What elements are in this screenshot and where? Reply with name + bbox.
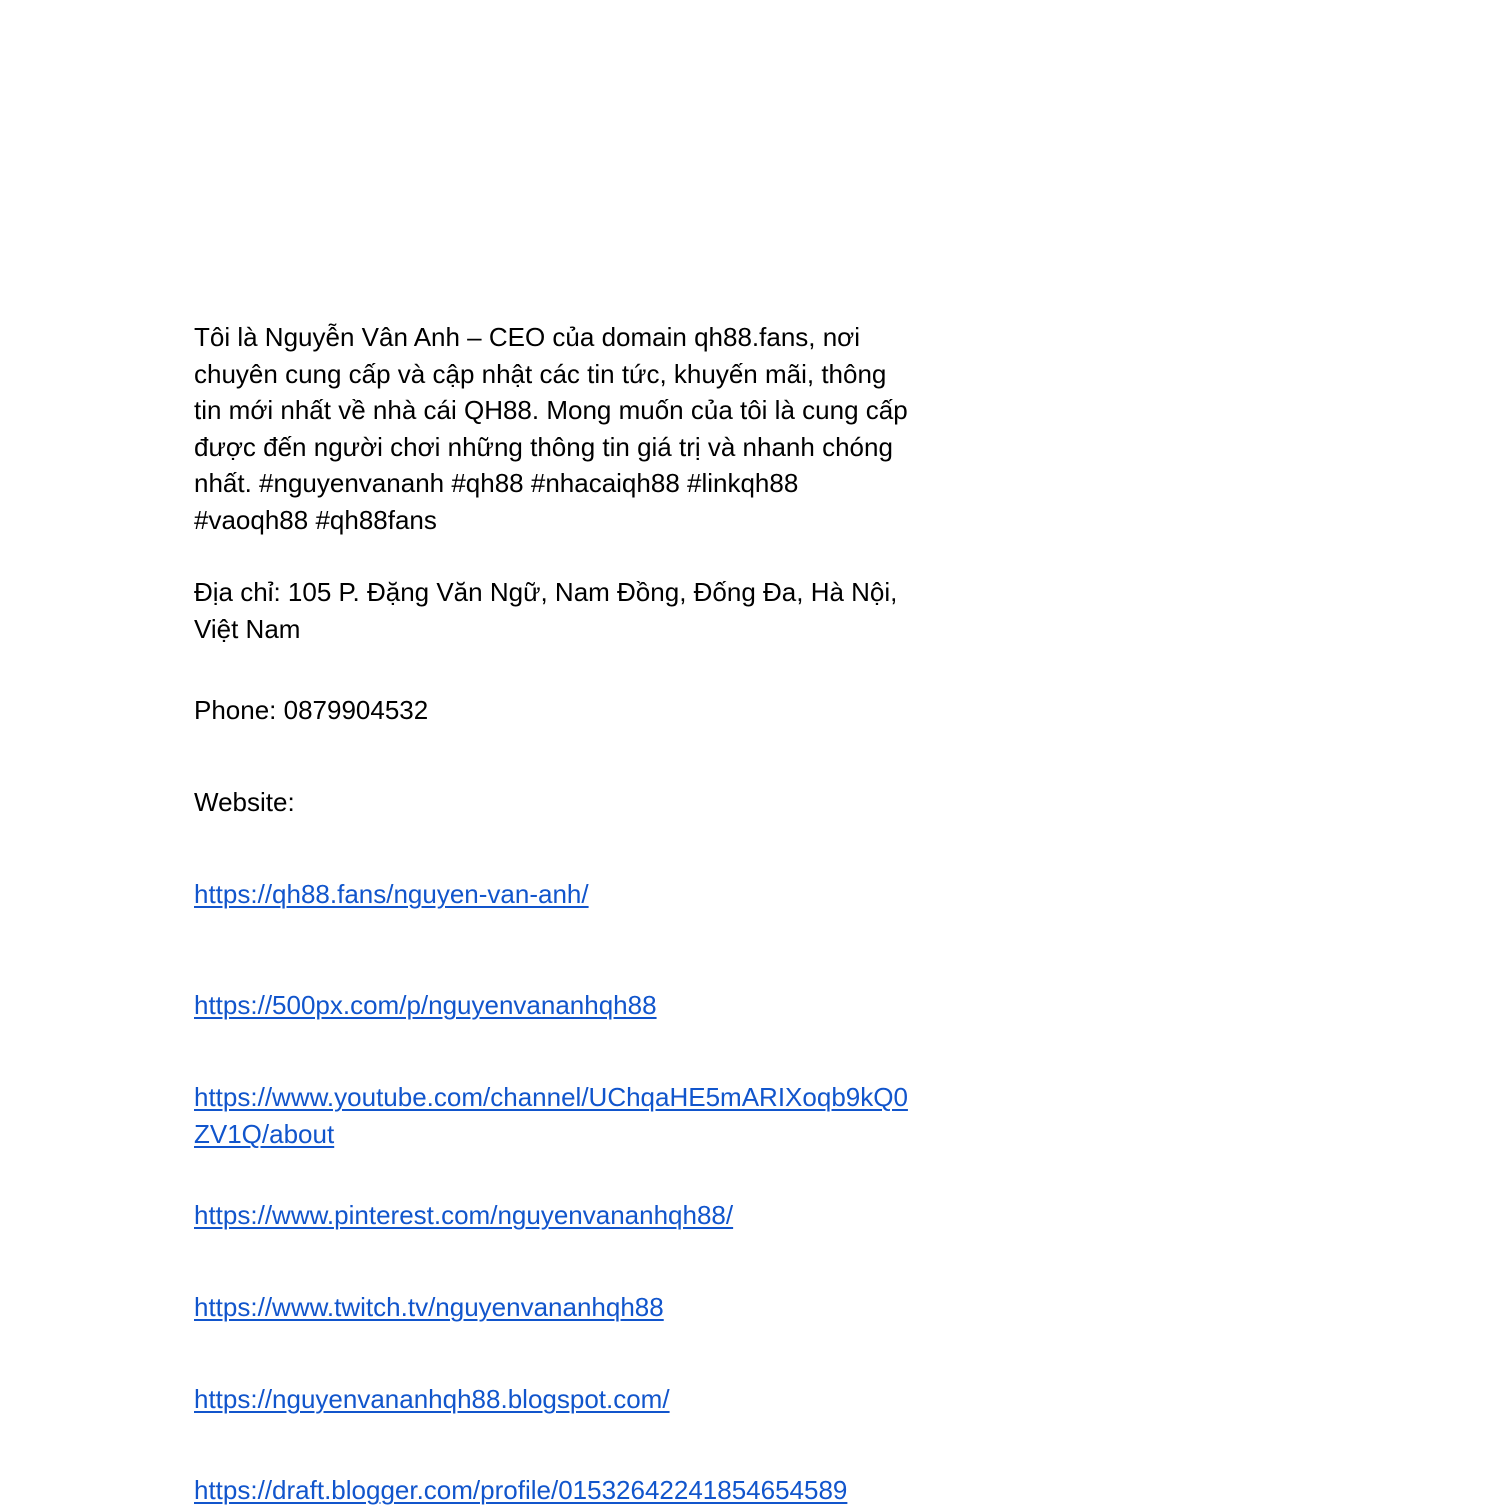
intro-line: nhất. #nguyenvananh #qh88 #nhacaiqh88 #linkqh88	[194, 468, 799, 498]
intro-line: chuyên cung cấp và cập nhật các tin tức, khuyến mãi, thông	[194, 358, 887, 389]
intro-line: Tôi là Nguyễn Vân Anh – CEO của domain qh88.fans, nơi	[194, 322, 861, 352]
intro-line: tin mới nhất về nhà cái QH88. Mong muốn của tôi là cung cấp	[194, 395, 908, 425]
phone-text: Phone: 0879904532	[194, 695, 429, 725]
link-youtube[interactable]	[194, 1079, 908, 1152]
link-500px[interactable]: https://500px.com/p/nguyenvananhqh88	[194, 990, 657, 1020]
link-blogger-profile[interactable]: https://draft.blogger.com/profile/01532642241854654589	[194, 1475, 848, 1505]
address-line: Địa chỉ: 105 P. Đặng Văn Ngữ, Nam Đồng, Đống Đa, Hà Nội,	[194, 577, 898, 607]
address-line: Việt Nam	[194, 613, 301, 644]
website-label: Website:	[194, 787, 295, 817]
intro-paragraph	[194, 319, 908, 538]
link-twitch[interactable]: https://www.twitch.tv/nguyenvananhqh88	[194, 1292, 664, 1322]
intro-line: #vaoqh88 #qh88fans	[194, 504, 437, 535]
link-youtube-line[interactable]: ZV1Q/about	[194, 1118, 335, 1149]
link-blogspot[interactable]: https://nguyenvananhqh88.blogspot.com/	[194, 1384, 670, 1414]
link-qh88-fans[interactable]: https://qh88.fans/nguyen-van-anh/	[194, 879, 589, 909]
link-pinterest[interactable]: https://www.pinterest.com/nguyenvananhqh88/	[194, 1200, 734, 1230]
address-paragraph	[194, 574, 897, 647]
link-youtube-line[interactable]: https://www.youtube.com/channel/UChqaHE5mARIXoqb9kQ0	[194, 1082, 908, 1112]
intro-line: được đến người chơi những thông tin giá trị và nhanh chóng	[194, 431, 893, 462]
